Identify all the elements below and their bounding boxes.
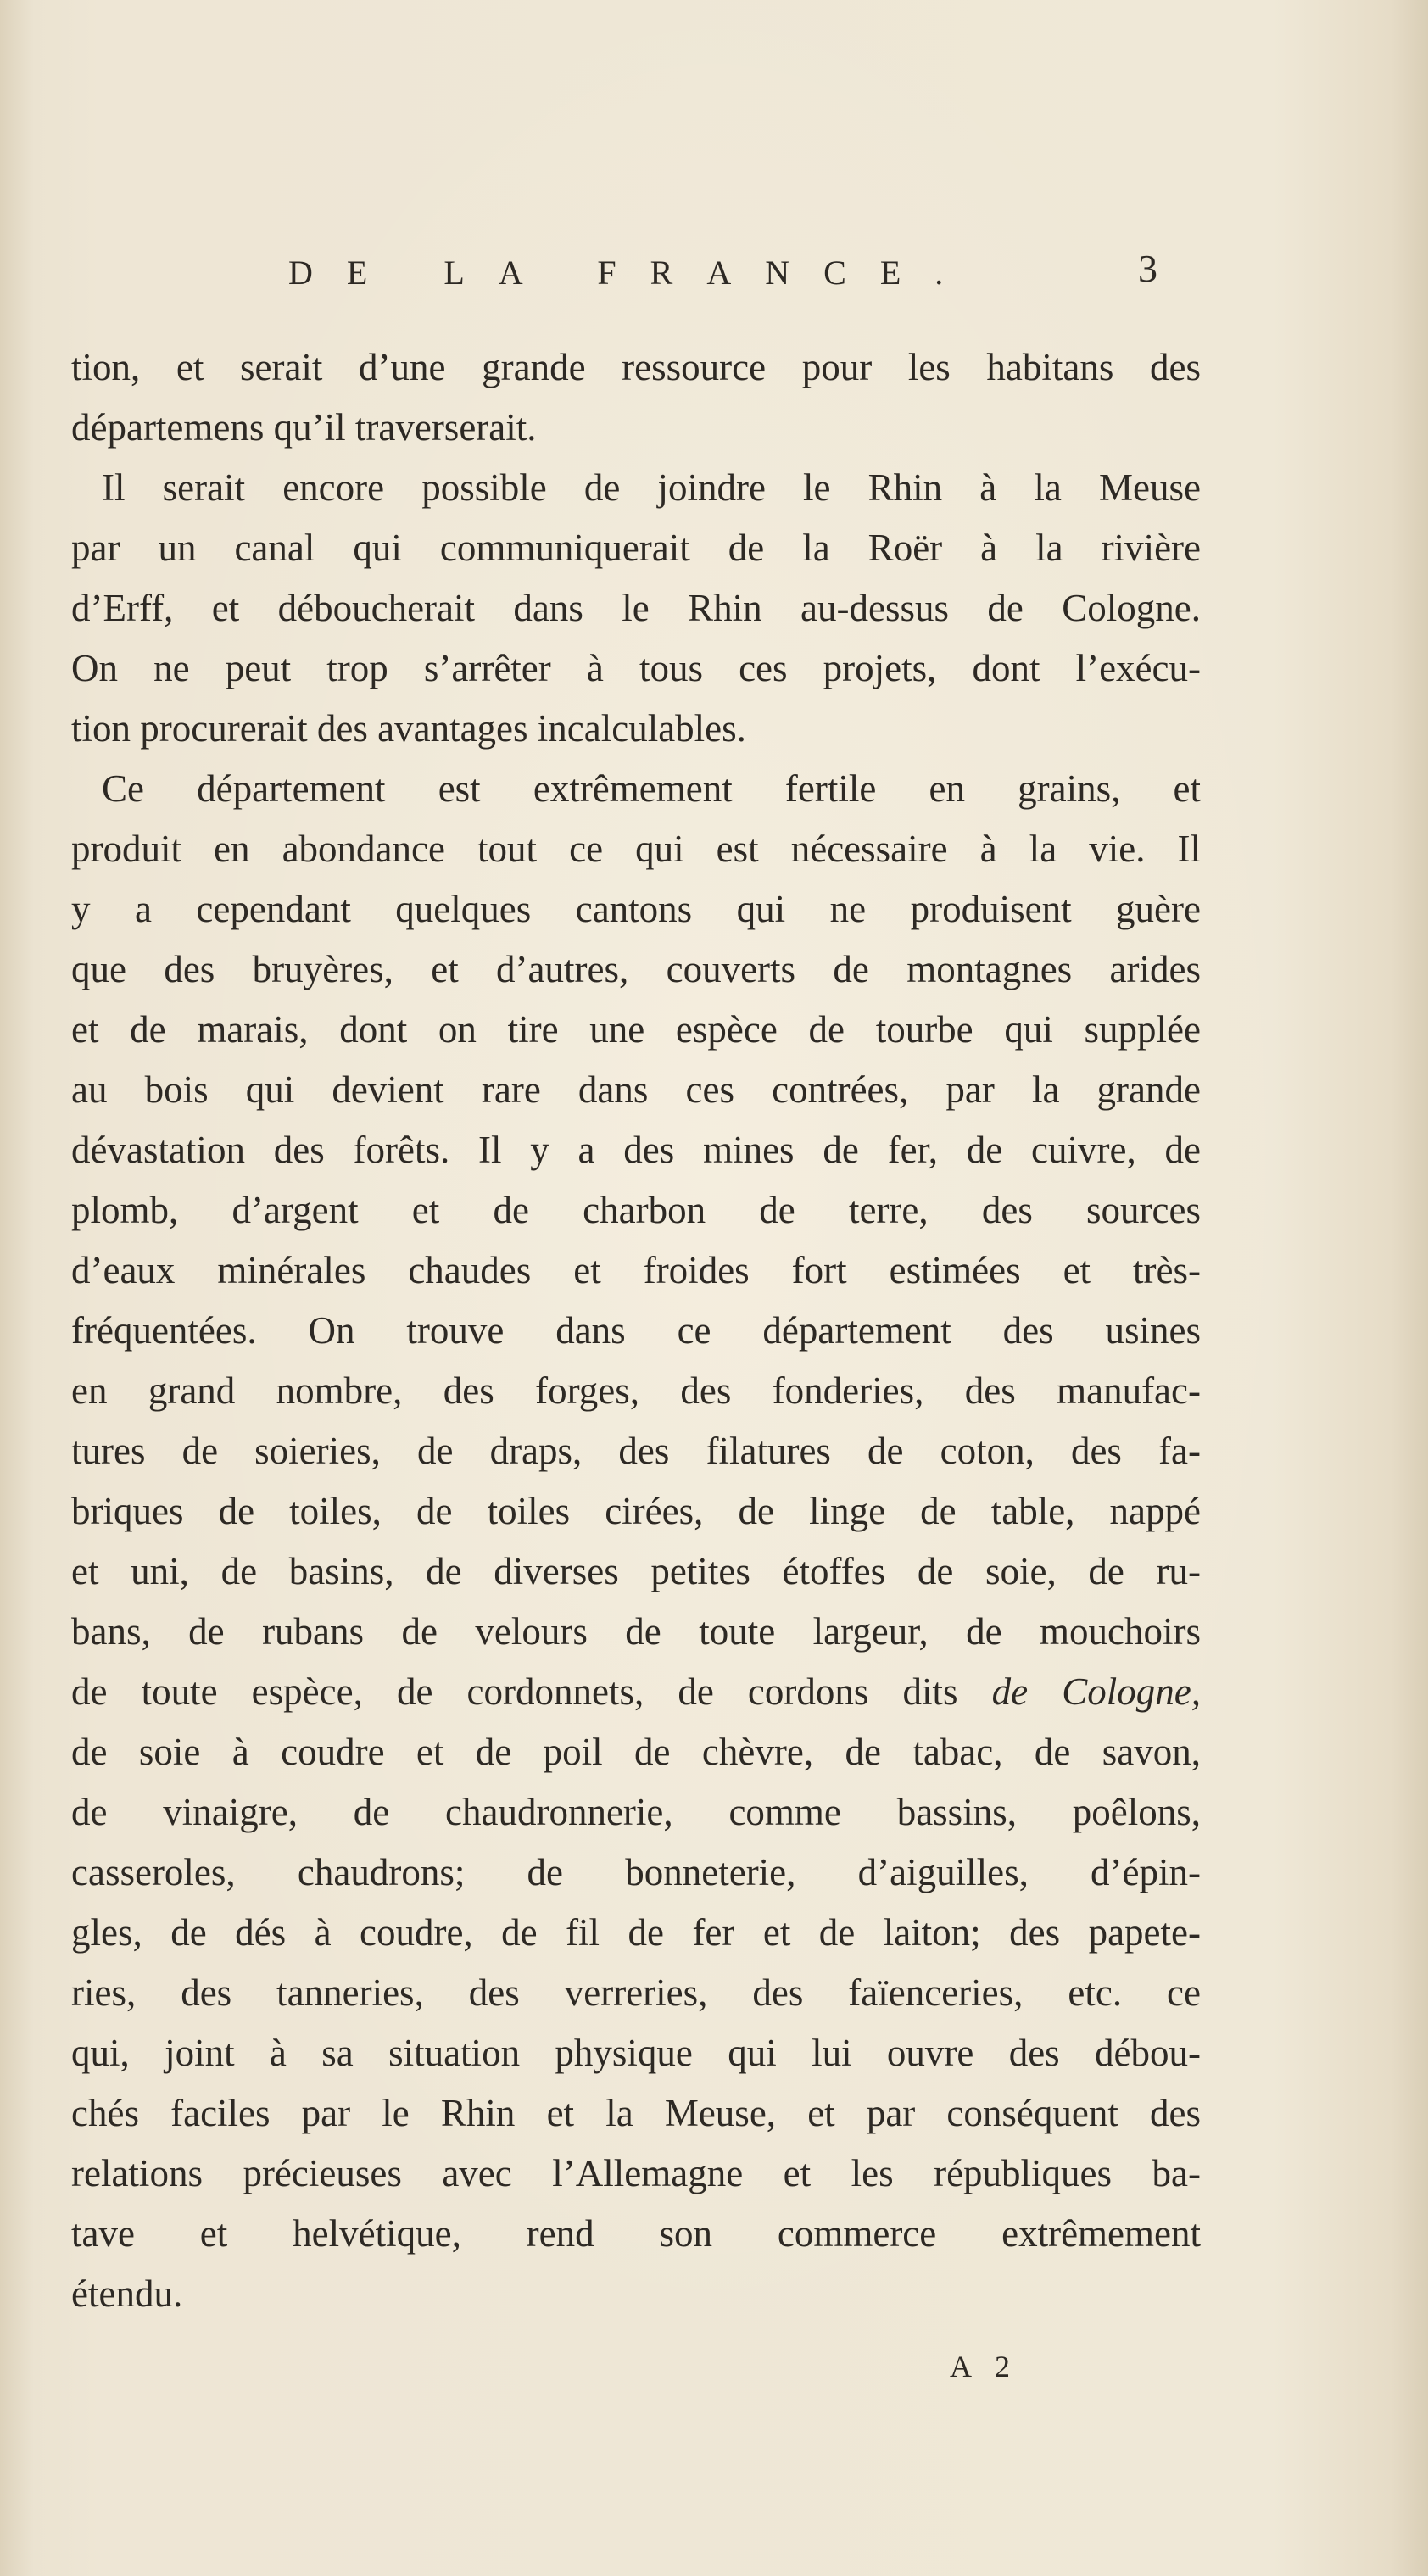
text-line: tion, et serait d’une grande ressource pour les habitans des [71, 346, 1201, 388]
text-line: tion procurerait des avantages incalculables. [71, 707, 746, 750]
text-line: On ne peut trop s’arrêter à tous ces projets, dont l’exécu- [71, 647, 1201, 689]
text-line: départemens qu’il traverserait. [71, 406, 537, 449]
text-line: chés faciles par le Rhin et la Meuse, et par conséquent des [71, 2092, 1201, 2134]
text-line: plomb, d’argent et de charbon de terre, des sources [71, 1189, 1201, 1231]
text-line: et uni, de basins, de diverses petites étoffes de soie, de ru- [71, 1550, 1201, 1592]
text-line: d’eaux minérales chaudes et froides fort estimées et très- [71, 1249, 1201, 1291]
text-line: en grand nombre, des forges, des fonderies, des manufac- [71, 1369, 1201, 1412]
body-text [71, 337, 1201, 2324]
italic-phrase: de Cologne, [991, 1670, 1201, 1713]
text-line: casseroles, chaudrons; de bonneterie, d’aiguilles, d’épin- [71, 1851, 1201, 1893]
text-line: gles, de dés à coudre, de fil de fer et de laiton; des papete- [71, 1911, 1201, 1954]
text-segment: de toute espèce, de cordonnets, de cordons dits [71, 1670, 958, 1713]
text-line: de vinaigre, de chaudronnerie, comme bassins, poêlons, [71, 1791, 1201, 1833]
text-line: tures de soieries, de draps, des filatures de coton, des fa- [71, 1430, 1201, 1472]
text-line: briques de toiles, de toiles cirées, de linge de table, nappé [71, 1490, 1201, 1532]
text-line: d’Erff, et déboucherait dans le Rhin au-dessus de Cologne. [71, 587, 1201, 629]
text-line: par un canal qui communiquerait de la Roër à la rivière [71, 527, 1201, 569]
text-line: et de marais, dont on tire une espèce de tourbe qui supplée [71, 1008, 1201, 1051]
signature-mark: A 2 [950, 2350, 1019, 2384]
text-line: tave et helvétique, rend son commerce extrêmement [71, 2212, 1201, 2255]
text-line: Il serait encore possible de joindre le Rhin à la Meuse [102, 466, 1201, 509]
text-line: produit en abondance tout ce qui est nécessaire à la vie. Il [71, 828, 1201, 870]
text-line-with-italic [71, 1662, 1201, 1722]
running-title: DE LA FRANCE. [288, 254, 978, 292]
page-number: 3 [1138, 247, 1157, 290]
text-line: au bois qui devient rare dans ces contrées, par la grande [71, 1068, 1201, 1111]
text-line: qui, joint à sa situation physique qui lui ouvre des débou- [71, 2032, 1201, 2074]
text-line: y a cependant quelques cantons qui ne produisent guère [71, 888, 1201, 930]
text-line: dévastation des forêts. Il y a des mines de fer, de cuivre, de [71, 1129, 1201, 1171]
text-line: fréquentées. On trouve dans ce département des usines [71, 1309, 1201, 1352]
text-line: ries, des tanneries, des verreries, des faïenceries, etc. ce [71, 1971, 1201, 2014]
text-line: que des bruyères, et d’autres, couverts de montagnes arides [71, 948, 1201, 990]
text-line: de soie à coudre et de poil de chèvre, de tabac, de savon, [71, 1731, 1201, 1773]
text-line: bans, de rubans de velours de toute largeur, de mouchoirs [71, 1610, 1201, 1653]
text-line: relations précieuses avec l’Allemagne et les républiques ba- [71, 2152, 1201, 2194]
text-line: étendu. [71, 2272, 183, 2315]
text-line: Ce département est extrêmement fertile en grains, et [102, 767, 1201, 810]
